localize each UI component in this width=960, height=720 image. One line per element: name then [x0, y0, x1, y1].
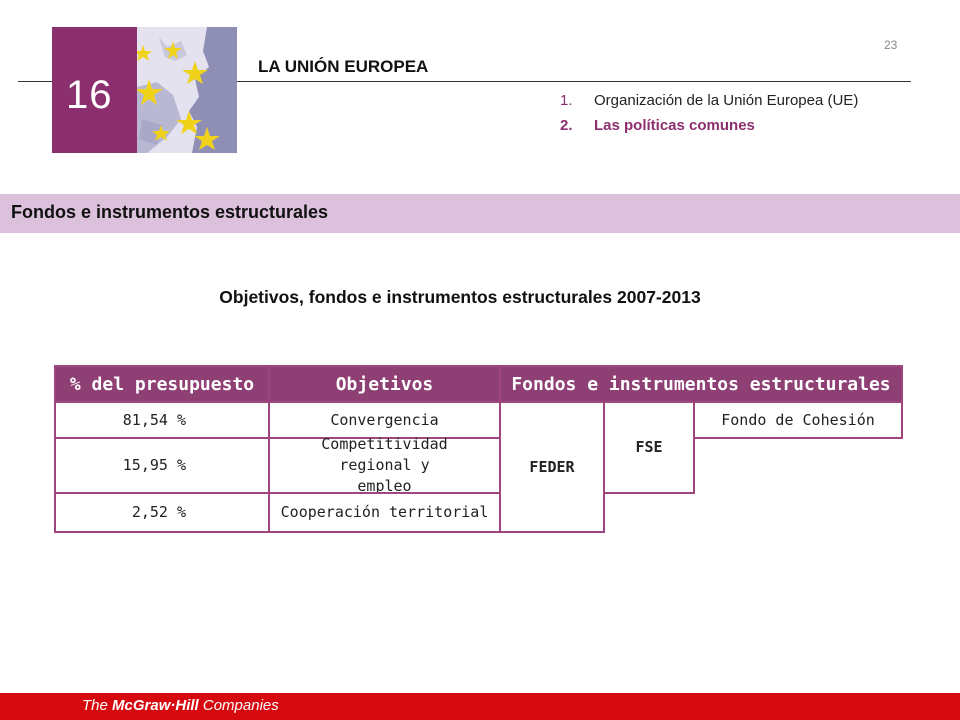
- publisher-brand: McGraw·Hill: [112, 697, 199, 714]
- publisher-suffix: Companies: [198, 697, 279, 714]
- table-cell-objective: Convergencia: [268, 401, 501, 439]
- table-cell-percent: 15,95 %: [54, 437, 270, 494]
- toc-item-label: Las políticas comunes: [594, 117, 755, 134]
- unit-number: 16: [66, 73, 113, 117]
- toc-item-1[interactable]: [560, 90, 880, 111]
- toc-item-number: 2.: [560, 117, 573, 134]
- table-cell-objective: Cooperación territorial: [268, 492, 501, 533]
- unit-badge: [52, 27, 137, 153]
- table-of-contents: [560, 90, 880, 136]
- table-cell-fund: FEDER: [499, 401, 605, 533]
- table-cell-fund: Fondo de Cohesión: [693, 401, 903, 439]
- table-cell-fund: FSE: [603, 401, 695, 494]
- toc-item-2[interactable]: [560, 115, 880, 136]
- table-header-cell: % del presupuesto: [54, 365, 270, 403]
- toc-item-label: Organización de la Unión Europea (UE): [594, 92, 859, 109]
- figure-title: Objetivos, fondos e instrumentos estructurales 2007-2013: [219, 287, 701, 307]
- footer-bar: [0, 693, 960, 720]
- table-cell-percent: 81,54 %: [54, 401, 270, 439]
- section-header: [0, 194, 960, 233]
- table-header-cell: Objetivos: [268, 365, 501, 403]
- unit-title: LA UNIÓN EUROPEA: [258, 57, 429, 76]
- europe-map-icon: [137, 27, 237, 153]
- table-cell-percent: 2,52 %: [54, 492, 270, 533]
- toc-item-number: 1.: [560, 92, 573, 109]
- publisher-prefix: The: [82, 697, 113, 714]
- page-number: 23: [884, 38, 898, 52]
- table-header-cell: Fondos e instrumentos estructurales: [499, 365, 903, 403]
- table-cell-objective: Competitividad regional y empleo: [268, 437, 501, 494]
- publisher-logo: [82, 697, 279, 714]
- section-title: Fondos e instrumentos estructurales: [11, 202, 329, 222]
